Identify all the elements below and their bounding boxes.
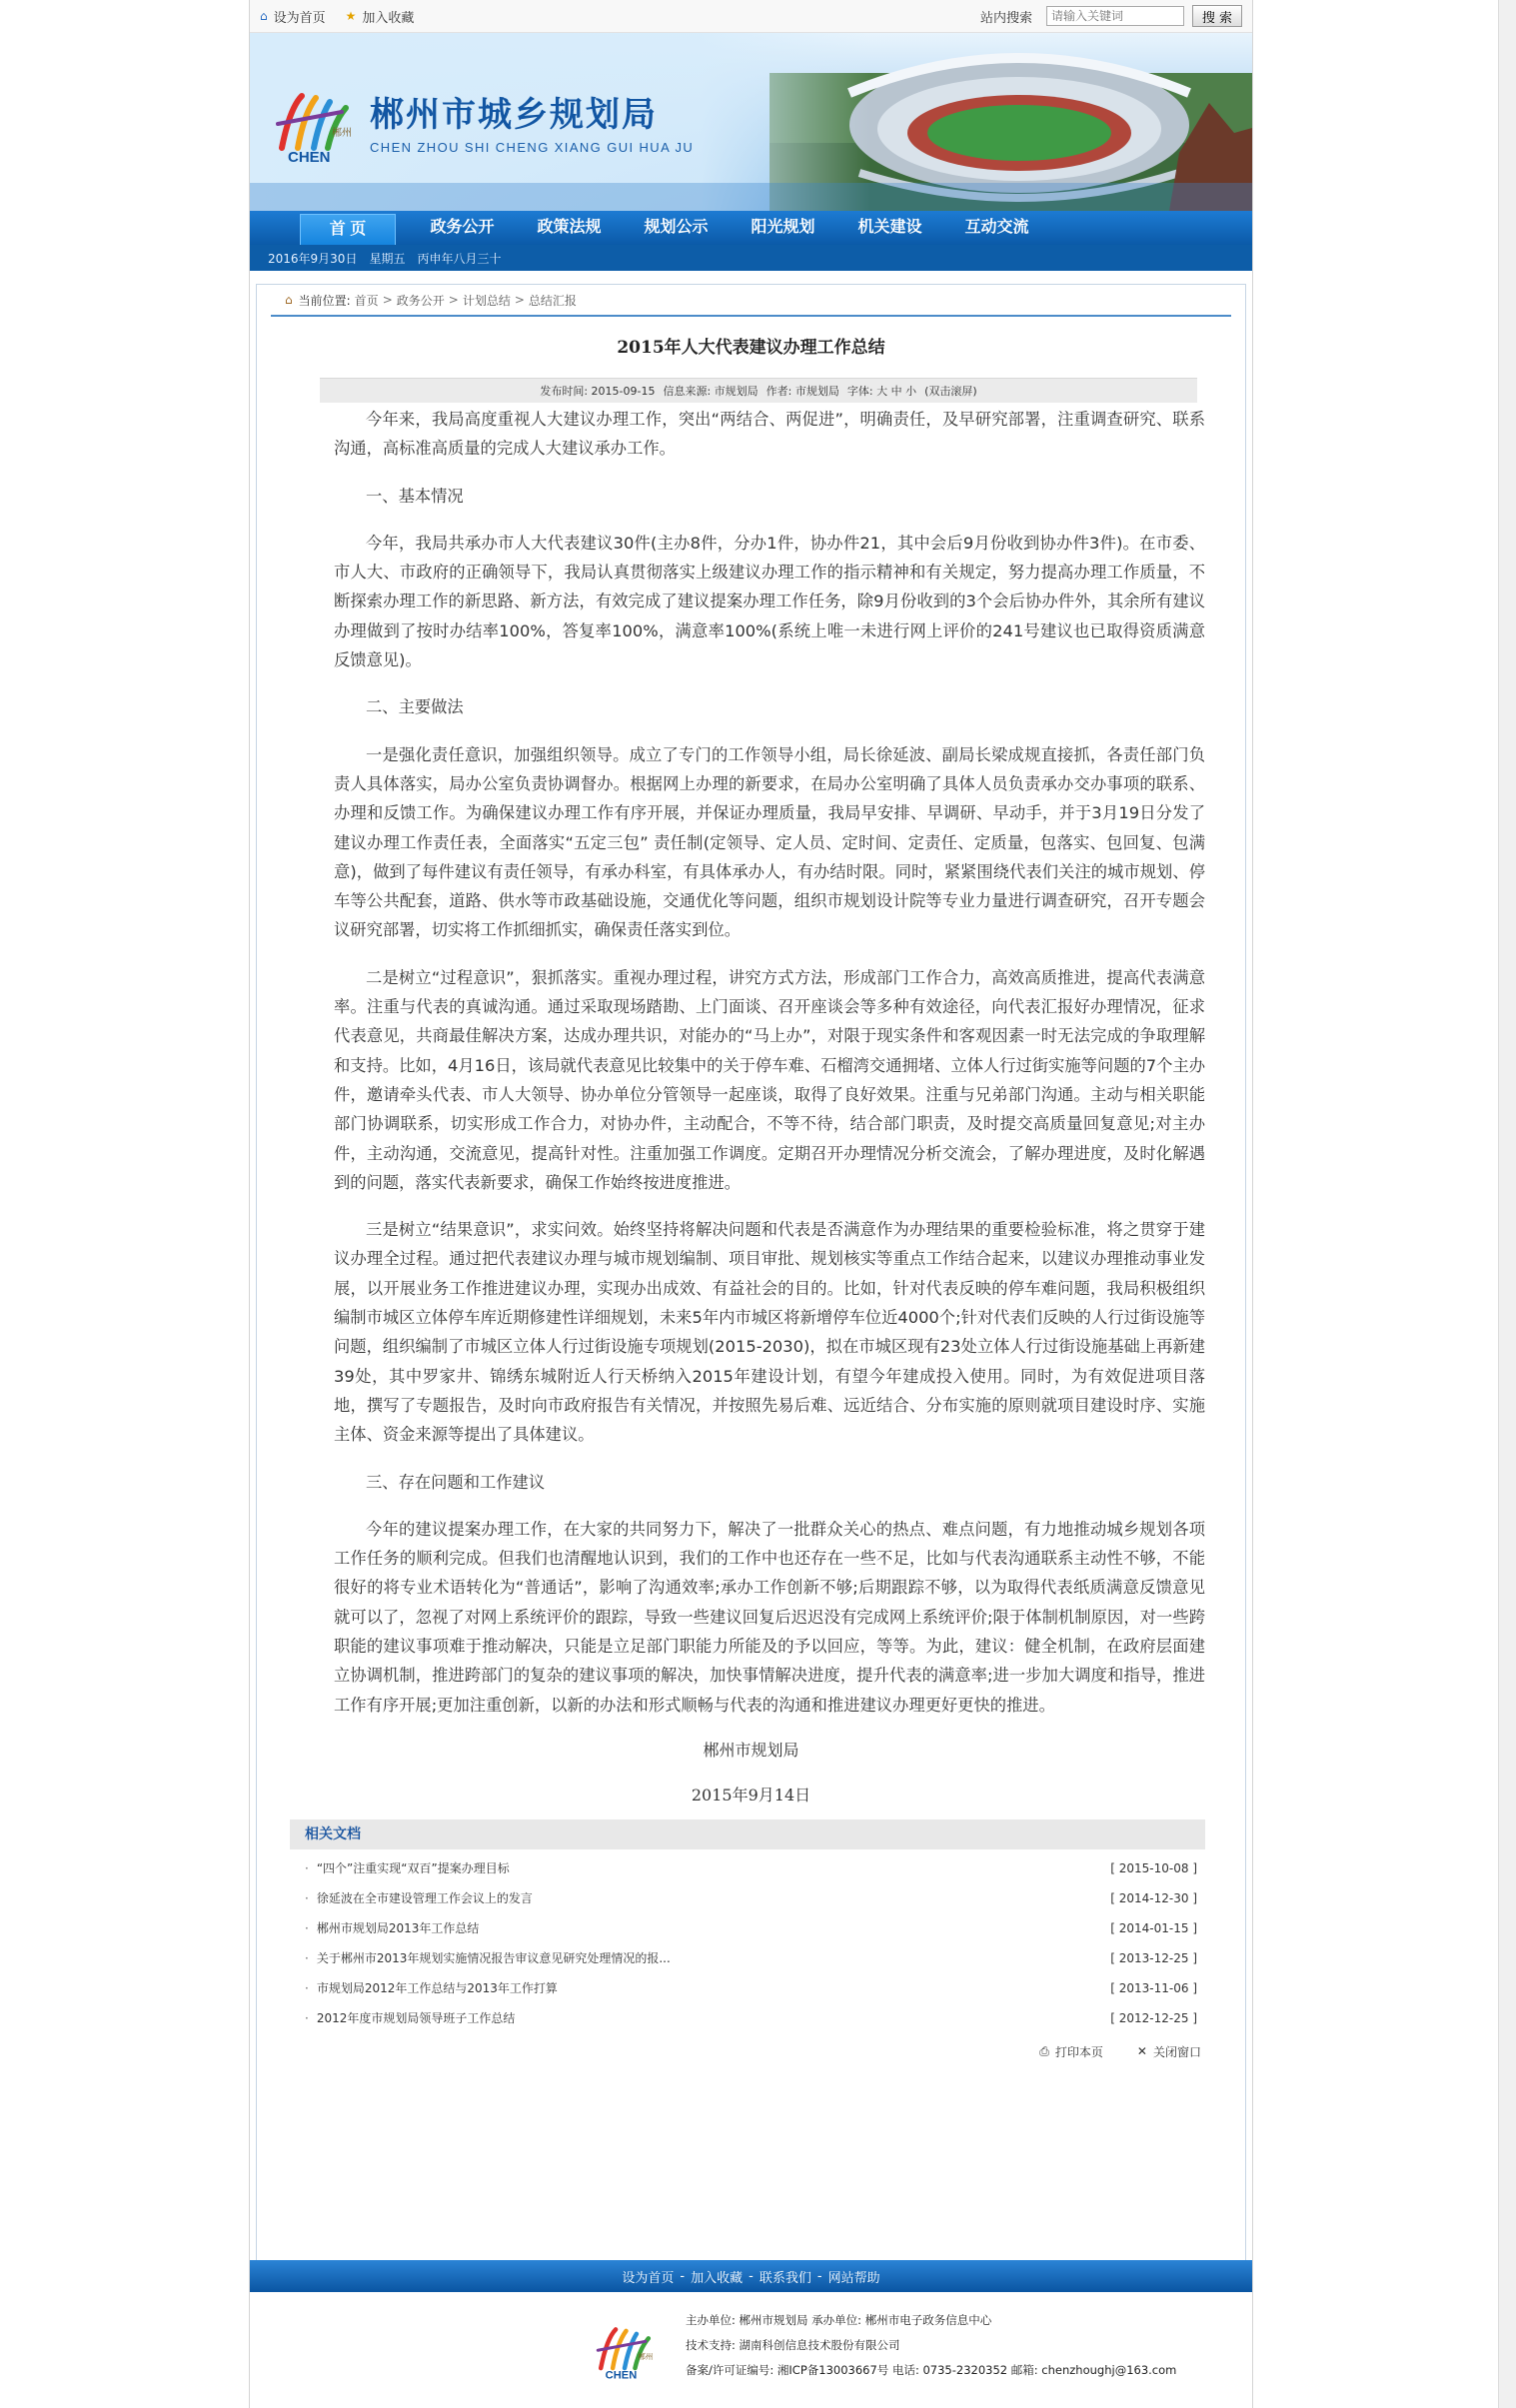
current-date: 2016年9月30日 <box>268 251 358 266</box>
page-container <box>249 0 1253 2408</box>
star-icon: ★ <box>345 9 357 23</box>
browser-scrollbar[interactable] <box>1498 0 1516 2408</box>
breadcrumb-item-plans[interactable]: 计划总结 <box>462 293 511 308</box>
site-name-pinyin: CHEN ZHOU SHI CHENG XIANG GUI HUA JU <box>370 140 695 155</box>
breadcrumb-item-reports[interactable]: 总结汇报 <box>528 293 577 308</box>
search-label: 站内搜索 <box>979 10 1032 26</box>
breadcrumb-separator: > <box>448 293 459 307</box>
article-signature: 郴州市规划局 <box>703 1740 799 1760</box>
print-label: 打印本页 <box>1054 2044 1103 2059</box>
related-date: [ 2013-12-25 ] <box>1110 1950 1197 1965</box>
article-meta <box>320 378 1197 403</box>
chenzhou-logo-icon <box>272 78 364 164</box>
article-tools <box>257 2043 1201 2060</box>
bullet-icon: · <box>305 1890 309 1905</box>
article-author: 作者: 市规划局 <box>765 385 839 398</box>
nav-interaction[interactable]: 互动交流 <box>964 219 1029 236</box>
publish-date: 发布时间: 2015-09-15 <box>540 385 656 398</box>
breadcrumb-separator: > <box>382 293 393 307</box>
site-search <box>980 5 1242 27</box>
list-item[interactable] <box>290 1943 1205 1973</box>
current-weekday: 星期五 <box>369 251 406 266</box>
nav-home[interactable]: 首 页 <box>300 214 396 245</box>
breadcrumb <box>271 285 1231 317</box>
footer-separator: - <box>680 2268 686 2284</box>
list-item[interactable] <box>290 1853 1205 1883</box>
footer-tech-support: 技术支持: 湖南科创信息技术股份有限公司 <box>686 2338 900 2352</box>
site-name: 郴州市城乡规划局 <box>370 96 658 134</box>
nav-organization[interactable]: 机关建设 <box>857 219 922 236</box>
footer-logo-mark-sub: CHEN <box>605 2369 638 2380</box>
footer-logo-icon <box>592 2316 664 2380</box>
list-item[interactable] <box>290 1883 1205 1913</box>
footer-text <box>686 2308 1176 2383</box>
bullet-icon: · <box>305 1950 309 1965</box>
related-documents <box>290 1819 1205 2033</box>
section-heading-2: 二、主要做法 <box>366 697 464 717</box>
list-item[interactable] <box>290 2003 1205 2033</box>
footer-contact-us[interactable]: 联系我们 <box>758 2270 811 2286</box>
set-homepage-label: 设为首页 <box>273 10 326 26</box>
nav-policies[interactable]: 政策法规 <box>537 219 602 236</box>
section-heading-3: 三、存在问题和工作建议 <box>366 1472 546 1492</box>
related-list <box>290 1853 1205 2033</box>
nav-sunshine-planning[interactable]: 阳光规划 <box>751 219 815 236</box>
paragraph-measure-1: 一是强化责任意识，加强组织领导。成立了专门的工作领导小组，局长徐延波、副局长梁成规直接抓，各责任部门负责人具体落实，局办公室负责协调督办。根据网上办理的新要求，在局办公室明确了具体人员负责承办交办事项的联系、办理和反馈工作。为确保建议办理工作有序开展，并保证办理质量，我局早安排、早调研、早动手，并于3月19日分发了建议办理工作责任表，全面落实“五定三包” 责任制(定领导、定人员、定时间、定责任、定质量，包落实、包回复、包满意)，做到了每件建议有责任领导，有承办科室，有具体承办人，有办结时限。同时，紧紧围绕代表们关注的城市规划、停车等公共配套，道路、供水等市政基础设施，交通优化等问题，组织市规划设计院等专业力量进行调查研究，召开专题会议研究部署，切实将工作抓细抓实，确保责任落实到位。 <box>334 744 1205 940</box>
breadcrumb-home-icon: ⌂ <box>285 293 293 307</box>
logo-mark-text: 郴州 <box>332 128 352 139</box>
paragraph-intro: 今年来，我局高度重视人大建议办理工作，突出“两结合、两促进”，明确责任，及早研究部署，注重调查研究、联系沟通，高标准高质量的完成人大建议承办工作。 <box>334 410 1205 459</box>
nav-government-affairs[interactable]: 政务公开 <box>430 219 495 236</box>
related-heading: 相关文档 <box>290 1819 1205 1849</box>
related-title[interactable]: 关于郴州市2013年规划实施情况报告审议意见研究处理情况的报... <box>316 1951 671 1966</box>
footer-add-favorite[interactable]: 加入收藏 <box>691 2270 744 2286</box>
bullet-icon: · <box>305 1860 309 1875</box>
footer-logo-mark-text: 郴州 <box>638 2352 654 2362</box>
related-date: [ 2012-12-25 ] <box>1110 2010 1197 2025</box>
breadcrumb-separator: > <box>514 293 525 307</box>
breadcrumb-label: 当前位置: <box>298 293 351 308</box>
footer-links <box>250 2260 1252 2292</box>
add-favorite-label: 加入收藏 <box>362 10 415 26</box>
article-sign-date: 2015年9月14日 <box>691 1785 811 1805</box>
set-homepage-link[interactable] <box>260 7 326 26</box>
footer-info <box>250 2294 1252 2404</box>
footer-icp: 备案/许可证编号: 湘ICP备13003667号 电话: 0735-2320352 邮箱: chenzhoughj@163.com <box>686 2363 1177 2377</box>
bullet-icon: · <box>305 2010 309 2025</box>
info-source: 信息来源: 市规划局 <box>663 385 758 398</box>
related-title[interactable]: 2012年度市规划局领导班子工作总结 <box>316 2011 516 2026</box>
related-title[interactable]: “四个”注重实现“双百”提案办理目标 <box>316 1861 510 1876</box>
header-banner <box>250 33 1252 211</box>
paragraph-basic-situation: 今年，我局共承办市人大代表建议30件(主办8件，分办1件，协办件21，其中会后9月份收到协办件3件)。在市委、市人大、市政府的正确领导下，我局认真贯彻落实上级建议办理工作的指示精神和有关规定，努力提高办理工作质量，不断探索办理工作的新思路、新方法，有效完成了建议提案办理工作任务，除9月份收到的3个会后协办件外，其余所有建议办理做到了按时办结率100%，答复率100%，满意率100%(系统上唯一未进行网上评价的241号建议也已取得资质满意反馈意见)。 <box>334 533 1205 670</box>
section-heading-1: 一、基本情况 <box>366 486 464 506</box>
search-button[interactable]: 搜 索 <box>1192 5 1242 27</box>
related-title[interactable]: 郴州市规划局2013年工作总结 <box>316 1921 480 1936</box>
home-icon: ⌂ <box>260 9 268 23</box>
footer-separator: - <box>816 2268 822 2284</box>
related-title[interactable]: 徐延波在全市建设管理工作会议上的发言 <box>316 1891 533 1906</box>
logo-mark-sub: CHEN <box>288 149 331 164</box>
article-body <box>334 405 1205 1720</box>
close-icon: ✕ <box>1136 2044 1147 2059</box>
related-date: [ 2015-10-08 ] <box>1110 1860 1197 1875</box>
close-label: 关闭窗口 <box>1152 2044 1201 2059</box>
footer-organizer: 主办单位: 郴州市规划局 承办单位: 郴州市电子政务信息中心 <box>686 2313 992 2327</box>
search-input[interactable] <box>1046 6 1184 26</box>
date-bar <box>250 245 1252 271</box>
main-nav <box>250 211 1252 245</box>
printer-icon: ⎙ <box>1039 2043 1049 2058</box>
print-page-button[interactable] <box>1039 2043 1103 2060</box>
nav-plan-announcements[interactable]: 规划公示 <box>644 219 709 236</box>
list-item[interactable] <box>290 1973 1205 2003</box>
font-size-switcher[interactable]: 字体: 大 中 小 <box>846 385 917 398</box>
top-utility-bar <box>250 0 1252 33</box>
breadcrumb-item-gov-affairs[interactable]: 政务公开 <box>396 293 445 308</box>
article-container <box>256 284 1246 2265</box>
lunar-date: 丙申年八月三十 <box>417 251 502 266</box>
bullet-icon: · <box>305 1980 309 1995</box>
close-window-button[interactable] <box>1137 2043 1201 2060</box>
paragraph-measure-3: 三是树立“结果意识”，求实问效。始终坚持将解决问题和代表是否满意作为办理结果的重要检验标准，将之贯穿于建议办理全过程。通过把代表建议办理与城市规划编制、项目审批、规划核实等重点工作结合起来，以建议办理推动事业发展，以开展业务工作推进建议办理，实现办出成效、有益社会的目的。比如，针对代表反映的停车难问题，我局积极组织编制市城区立体停车库近期修建性详细规划，未来5年内市城区将新增停车位近4000个;针对代表们反映的人行过街设施等问题，组织编制了市城区立体人行过街设施专项规划(2015-2030)，拟在市城区现有23处立体人行过街设施基础上再新建39处，其中罗家井、锦绣东城附近人行天桥纳入2015年建设计划，有望今年建成投入使用。同时，为有效促进项目落地，撰写了专题报告，及时向市政府报告有关情况，并按照先易后难、远近结合、分布实施的原则就项目建设时序、实施主体、资金来源等提出了具体建议。 <box>334 1220 1205 1445</box>
site-logo[interactable] <box>272 78 694 164</box>
footer-help[interactable]: 网站帮助 <box>827 2270 880 2286</box>
related-date: [ 2014-12-30 ] <box>1110 1890 1197 1905</box>
breadcrumb-item-home[interactable]: 首页 <box>354 293 379 308</box>
footer-separator: - <box>749 2268 754 2284</box>
bullet-icon: · <box>305 1920 309 1935</box>
related-date: [ 2013-11-06 ] <box>1110 1980 1197 1995</box>
related-date: [ 2014-01-15 ] <box>1110 1920 1197 1935</box>
list-item[interactable] <box>290 1913 1205 1943</box>
article-title: 2015年人大代表建议办理工作总结 <box>617 338 885 358</box>
related-title[interactable]: 市规划局2012年工作总结与2013年工作打算 <box>316 1981 558 1996</box>
paragraph-measure-2: 二是树立“过程意识”，狠抓落实。重视办理过程，讲究方式方法，形成部门工作合力，高效高质推进，提高代表满意率。注重与代表的真诚沟通。通过采取现场踏勘、上门面谈、召开座谈会等多种有效途径，向代表汇报好办理情况，征求代表意见，共商最佳解决方案，达成办理共识，对能办的“马上办”，对限于现实条件和客观因素一时无法完成的争取理解和支持。比如，4月16日，该局就代表意见比较集中的关于停车难、石榴湾交通拥堵、立体人行过街实施等问题的7个主办件，邀请牵头代表、市人大领导、协办单位分管领导一起座谈，取得了良好效果。注重与兄弟部门沟通。主动与相关职能部门协调联系，切实形成工作合力，对协办件，主动配合，不等不待，结合部门职责，及时提交高质量回复意见;对主办件，主动沟通，交流意见，提高针对性。注重加强工作调度。定期召开办理情况分析交流会，了解办理进度，及时化解遇到的问题，落实代表新要求，确保工作始终按进度推进。 <box>334 967 1205 1192</box>
add-favorite-link[interactable] <box>346 7 415 26</box>
footer-set-homepage[interactable]: 设为首页 <box>622 2270 675 2286</box>
scroll-hint: (双击滚屏) <box>924 385 977 398</box>
paragraph-problems: 今年的建议提案办理工作，在大家的共同努力下，解决了一批群众关心的热点、难点问题，有力地推动城乡规划各项工作任务的顺利完成。但我们也清醒地认识到，我们的工作中也还存在一些不足，比如与代表沟通联系主动性不够，不能很好的将专业术语转化为“普通话”，影响了沟通效率;承办工作创新不够;后期跟踪不够，以为取得代表纸质满意反馈意见就可以了，忽视了对网上系统评价的跟踪，导致一些建议回复后迟迟没有完成网上系统评价;限于体制机制原因，对一些跨职能的建议事项难于推动解决，只能是立足部门职能力所能及的予以回应，等等。为此，建议：健全机制，在政府层面建立协调机制，推进跨部门的复杂的建议事项的解决，加快事情解决进度，提升代表的满意率;进一步加大调度和指导，推进工作有序开展;更加注重创新，以新的办法和形式顺畅与代表的沟通和推进建议办理更好更快的推进。 <box>334 1519 1205 1715</box>
